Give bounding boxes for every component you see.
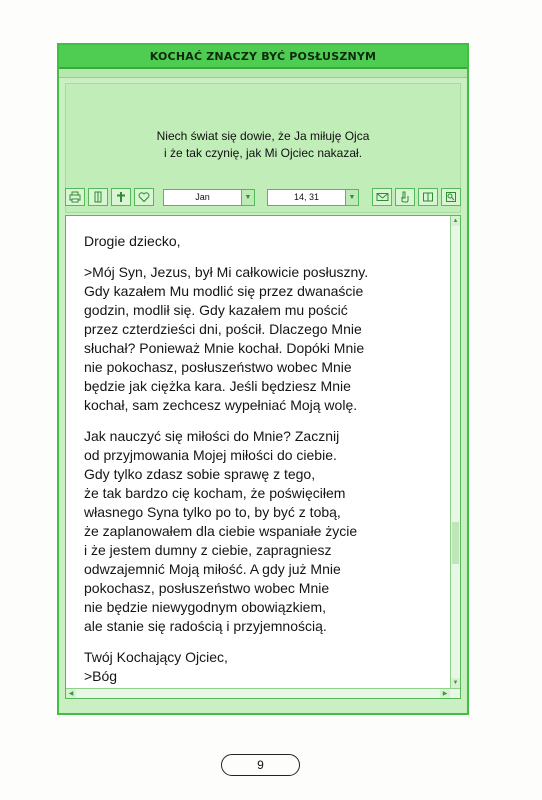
verse-select-value: 14, 31 [293, 192, 320, 202]
vertical-scrollbar[interactable] [450, 216, 460, 698]
letter-greeting: Drogie dziecko, [84, 233, 181, 249]
letter-line: ale stanie się radością i przyjemnością. [84, 618, 327, 634]
print-icon [69, 191, 81, 203]
letter-line: kochał, sam zechcesz wypełniać Moją wolę. [84, 397, 358, 413]
letter-line: od przyjmowania Mojej miłości do ciebie. [84, 447, 337, 463]
letter-signature: >Bóg [84, 668, 118, 684]
toolbar [65, 184, 461, 210]
cross-button[interactable] [111, 188, 131, 206]
lookup-button[interactable] [441, 188, 461, 206]
letter-line: Gdy tylko zdasz sobie sprawę z tego, [84, 466, 316, 482]
envelope-icon [376, 191, 389, 203]
scroll-left-icon[interactable]: ◀ [66, 689, 76, 698]
letter-line: że tak bardzo cię kocham, że poświęciłem [84, 485, 346, 501]
hand-button[interactable] [395, 188, 415, 206]
heart-icon [138, 191, 150, 203]
horizontal-scrollbar[interactable] [66, 688, 460, 698]
scroll-up-icon[interactable]: ▲ [452, 218, 459, 224]
book-button[interactable] [418, 188, 438, 206]
title-bar[interactable] [59, 45, 467, 69]
heart-button[interactable] [134, 188, 154, 206]
letter-line: że zaplanowałem dla ciebie wspaniałe życie [84, 523, 358, 539]
book-select-value: Jan [195, 192, 210, 202]
verse-line-2: i że tak czynię, jak Mi Ojciec nakazał. [163, 146, 363, 160]
scroll-right-icon[interactable]: ▶ [440, 689, 450, 698]
bookmark-icon [92, 191, 104, 203]
verse-line-1: Niech świat się dowie, że Ja miłuję Ojca [156, 129, 370, 143]
letter-line: słuchał? Ponieważ Mnie kochał. Dopóki Mnie [84, 340, 365, 356]
letter-line: i że jestem dumny z ciebie, zapragniesz [84, 542, 332, 558]
letter-text [84, 232, 444, 698]
cross-icon [115, 191, 127, 203]
letter-line: będzie jak ciężka kara. Jeśli będziesz Mnie [84, 378, 351, 394]
letter-line: nie będzie niewygodnym obowiązkiem, [84, 599, 327, 615]
letter-line: nie pokochasz, posłuszeństwo wobec Mnie [84, 359, 352, 375]
lookup-icon [445, 191, 457, 203]
print-button[interactable] [65, 188, 85, 206]
letter-line: odwzajemnić Moją miłość. A gdy już Mnie [84, 561, 341, 577]
bookmark-button[interactable] [88, 188, 108, 206]
letter-line: Jak nauczyć się miłości do Mnie? Zacznij [84, 428, 340, 444]
verse-select[interactable] [267, 189, 359, 206]
hand-icon [399, 191, 411, 203]
page-number: 9 [221, 754, 300, 776]
email-button[interactable] [372, 188, 392, 206]
chevron-down-icon[interactable]: ▼ [345, 190, 358, 205]
letter-line: godzin, modlił się. Gdy kazałem mu pościć [84, 302, 348, 318]
letter-signoff: Twój Kochający Ojciec, [84, 649, 228, 665]
app-window [57, 43, 469, 715]
letter-closing [84, 648, 444, 686]
letter-paragraph-2 [84, 427, 444, 636]
book-icon [422, 191, 434, 203]
letter-line: Gdy kazałem Mu modlić się przez dwanaście [84, 283, 364, 299]
letter-line: >Mój Syn, Jezus, był Mi całkowicie posłuszny. [84, 264, 369, 280]
letter-line: pokochasz, posłuszeństwo wobec Mnie [84, 580, 330, 596]
window-title: KOCHAĆ ZNACZY BYĆ POSŁUSZNYM [149, 49, 377, 63]
letter-line: przez czterdzieści dni, pościł. Dlaczego Mnie [84, 321, 362, 337]
menu-bar [59, 69, 467, 78]
chevron-down-icon[interactable]: ▼ [241, 190, 254, 205]
letter-panel [65, 215, 461, 699]
scroll-thumb[interactable] [452, 522, 459, 564]
scroll-down-icon[interactable]: ▼ [452, 680, 459, 686]
book-select[interactable] [163, 189, 255, 206]
letter-paragraph-1 [84, 263, 444, 415]
letter-line: własnego Syna tylko po to, by być z tobą, [84, 504, 341, 520]
